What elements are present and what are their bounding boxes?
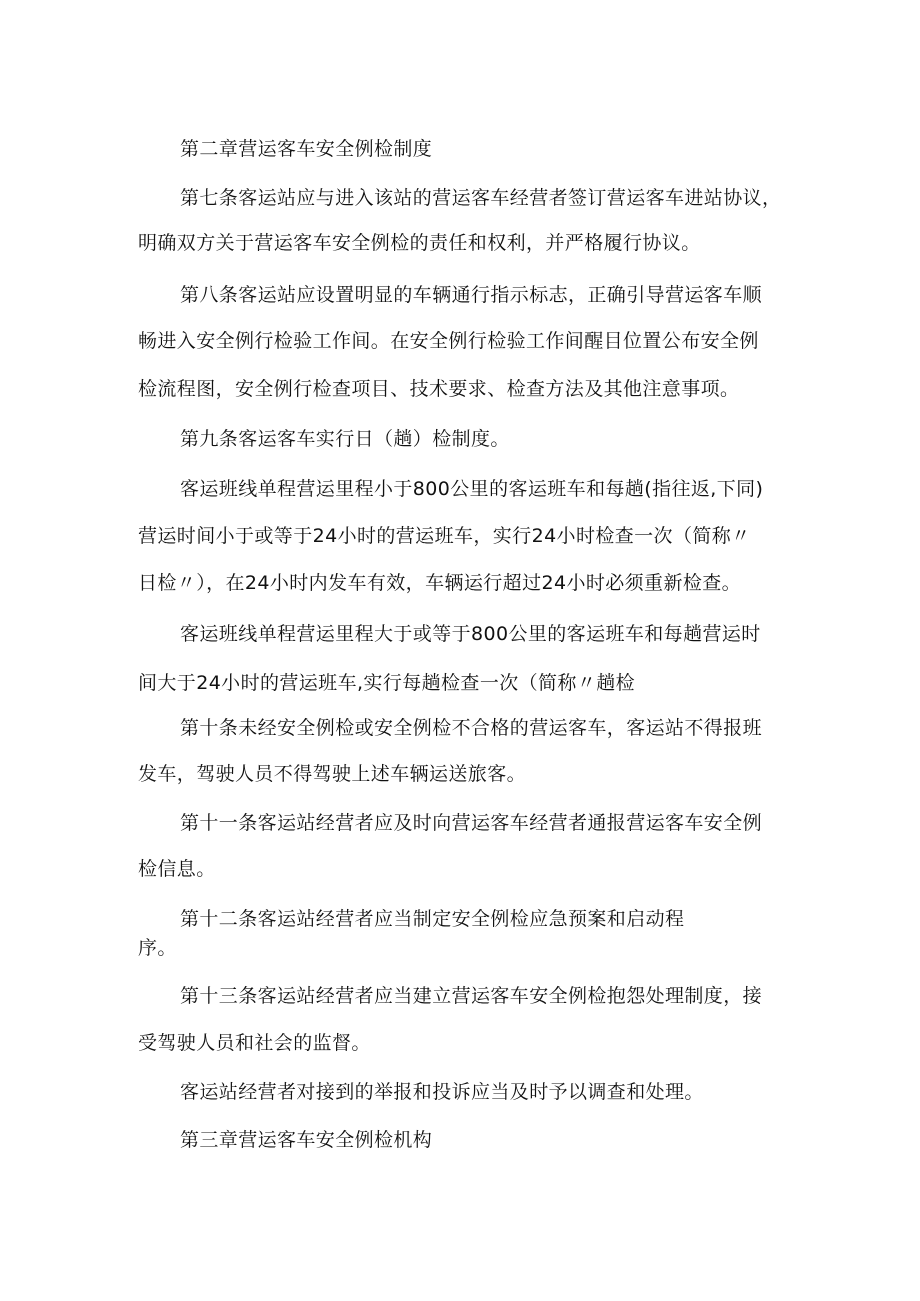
article-9-line-1: 第九条客运客车实行日（趟）检制度。: [180, 428, 510, 450]
daily-check-line-1: 客运班线单程营运里程小于800公里的客运班车和每趟(指往返,下同): [180, 478, 764, 500]
article-12-line-2: 序。: [138, 937, 177, 959]
article-8-line-1: 第八条客运站应设置明显的车辆通行指示标志，正确引导营运客车顺: [180, 284, 763, 306]
complaint-handling-line: 客运站经营者对接到的举报和投诉应当及时予以调查和处理。: [180, 1081, 704, 1103]
chapter-heading-2: 第二章营运客车安全例检制度: [180, 138, 433, 160]
article-11-line-2: 检信息。: [138, 858, 216, 880]
article-8-line-2: 畅进入安全例行检验工作间。在安全例行检验工作间醒目位置公布安全例: [138, 330, 759, 352]
article-7-line-1: 第七条客运站应与进入该站的营运客车经营者签订营运客车进站协议，: [180, 187, 782, 209]
chapter-heading-3: 第三章营运客车安全例检机构: [180, 1129, 433, 1151]
article-8-line-3: 检流程图，安全例行检查项目、技术要求、检查方法及其他注意事项。: [138, 378, 740, 400]
article-13-line-2: 受驾驶人员和社会的监督。: [138, 1032, 371, 1054]
article-10-line-1: 第十条未经安全例检或安全例检不合格的营运客车，客运站不得报班: [180, 717, 763, 739]
daily-check-line-2: 营运时间小于或等于24小时的营运班车，实行24小时检查一次（简称〃: [138, 525, 751, 547]
article-10-line-2: 发车，驾驶人员不得驾驶上述车辆运送旅客。: [138, 763, 527, 785]
trip-check-line-2: 间大于24小时的营运班车,实行每趟检查一次（简称〃趟检: [138, 672, 636, 694]
article-7-line-2: 明确双方关于营运客车安全例检的责任和权利，并严格履行协议。: [138, 232, 701, 254]
daily-check-line-3: 日检〃），在24小时内发车有效，车辆运行超过24小时必须重新检查。: [138, 572, 742, 594]
article-13-line-1: 第十三条客运站经营者应当建立营运客车安全例检抱怨处理制度，接: [180, 985, 763, 1007]
article-12-line-1: 第十二条客运站经营者应当制定安全例检应急预案和启动程: [180, 908, 685, 930]
article-11-line-1: 第十一条客运站经营者应及时向营运客车经营者通报营运客车安全例: [180, 812, 763, 834]
trip-check-line-1: 客运班线单程营运里程大于或等于800公里的客运班车和每趟营运时: [180, 623, 761, 645]
